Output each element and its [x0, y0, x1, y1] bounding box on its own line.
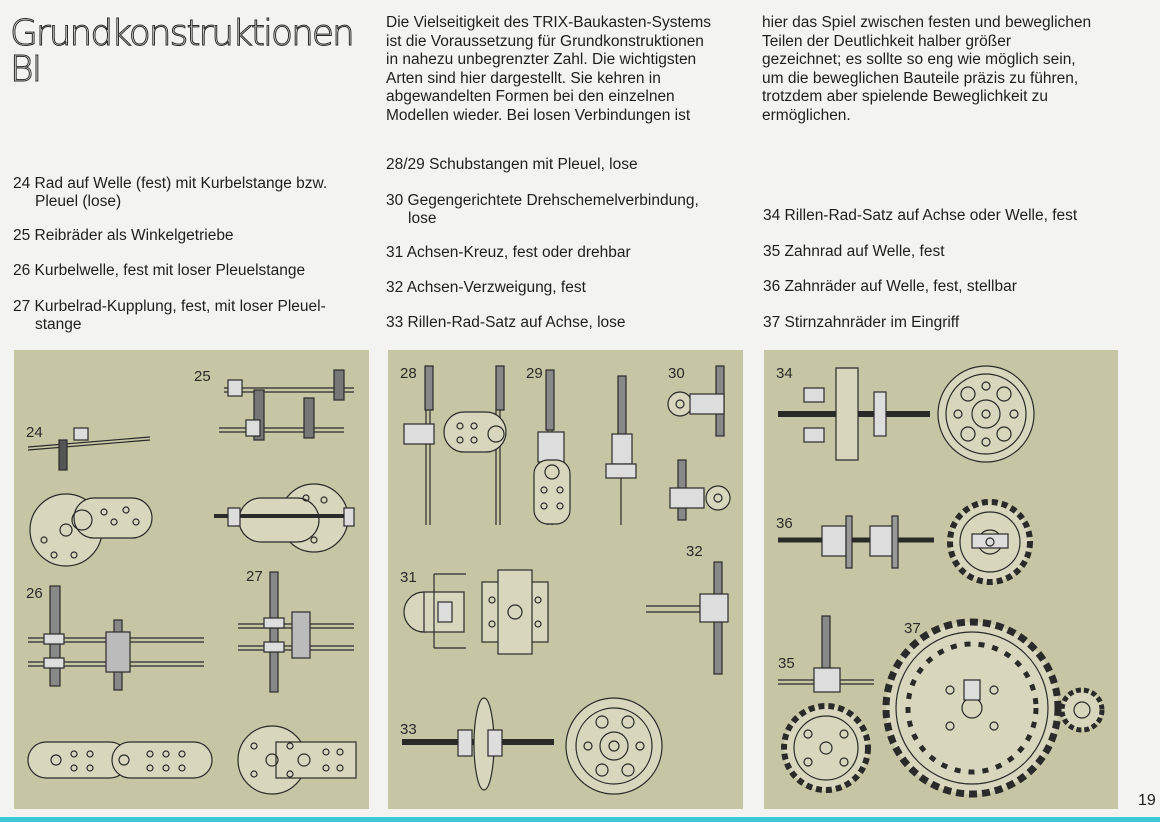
figure-35-gear-on-shaft [778, 616, 874, 790]
figure-panel-3 [764, 350, 1118, 809]
intro-line: Teilen der Deutlichkeit halber größer [762, 32, 1011, 50]
figure-31-axle-cross [404, 570, 548, 654]
figure-34-pulley-set [778, 366, 1034, 462]
figure-25-friction-wheels [214, 484, 354, 552]
figure-label-25: 25 [194, 368, 211, 385]
figure-33-pulley [402, 698, 662, 794]
legend-item-34: 34 Rillen-Rad-Satz auf Achse oder Welle, fest [763, 207, 1078, 224]
figure-28-push-rods [404, 366, 506, 525]
panel-1-drawings [14, 350, 369, 809]
figure-27-coupling [238, 572, 354, 692]
figure-label-36: 36 [776, 515, 793, 532]
intro-line: in nahezu unbegrenzter Zahl. Die wichtigsten [386, 51, 697, 68]
intro-text-column-2 [386, 14, 736, 125]
intro-line: hier das Spiel zwischen festen und beweglichen [762, 14, 1092, 31]
intro-text-column-3 [762, 14, 1122, 125]
intro-line: um die beweglichen Bauteile präzis zu führen, [762, 69, 1079, 87]
legend-item-25: 25 Reibräder als Winkelgetriebe [13, 227, 234, 244]
figure-label-35: 35 [778, 655, 795, 672]
figure-26-crankshaft [28, 586, 204, 690]
figure-30-swivel [668, 366, 730, 520]
figure-label-32: 32 [686, 543, 703, 560]
legend-item-24: 24 Rad auf Welle (fest) mit Kurbelstange bzw. Pleuel (lose) [13, 175, 328, 210]
legend-item-31: 31 Achsen-Kreuz, fest oder drehbar [386, 244, 631, 261]
figure-panel-2 [388, 350, 743, 809]
legend-item-26: 26 Kurbelwelle, fest mit loser Pleuelstange [13, 262, 306, 279]
title-main: Grundkonstruktionen [10, 13, 353, 54]
figure-panel-1 [14, 350, 369, 809]
intro-line: abgewandelten Formen bei den einzelnen [386, 88, 675, 105]
intro-line: trotzdem aber spielende Beweglichkeit zu [762, 88, 1049, 105]
panel-2-drawings [388, 350, 743, 809]
bottom-accent-band [0, 817, 1160, 822]
intro-line: gezeichnet; es sollte so eng wie möglich sein, [762, 51, 1076, 68]
legend-item-35: 35 Zahnrad auf Welle, fest [763, 243, 945, 260]
figure-24-wheel [30, 494, 152, 566]
legend-item-28-29: 28/29 Schubstangen mit Pleuel, lose [386, 156, 638, 173]
legend-item-27: 27 Kurbelrad-Kupplung, fest, mit loser Pleuel- stange [13, 298, 326, 333]
intro-line: ist die Voraussetzung für Grundkonstruktionen [386, 32, 704, 50]
legend-item-37: 37 Stirnzahnräder im Eingriff [763, 314, 960, 331]
figure-29-connecting-rod [534, 370, 636, 525]
figure-27-plates [238, 726, 356, 794]
figure-36-gears-on-shaft [778, 502, 1030, 582]
legend-item-33: 33 Rillen-Rad-Satz auf Achse, lose [386, 314, 626, 331]
legend-item-32: 32 Achsen-Verzweigung, fest [386, 279, 586, 296]
panel-3-drawings [764, 350, 1118, 809]
figure-label-30: 30 [668, 365, 685, 382]
figure-24-shaft [28, 428, 150, 470]
figure-label-33: 33 [400, 721, 417, 738]
figure-label-26: 26 [26, 585, 43, 602]
figure-label-34: 34 [776, 365, 793, 382]
intro-line: ermöglichen. [762, 106, 851, 124]
figure-32-branch [646, 562, 728, 674]
figure-label-27: 27 [246, 568, 263, 585]
figure-label-24: 24 [26, 424, 43, 441]
figure-label-28: 28 [400, 365, 417, 382]
figure-37-spur-gears [886, 622, 1102, 794]
figure-label-31: 31 [400, 569, 417, 586]
page-number: 19 [1138, 792, 1156, 809]
legend-item-30: 30 Gegengerichtete Drehschemelverbindung, lose [386, 192, 699, 227]
intro-line: Arten sind hier dargestellt. Sie kehren in [386, 69, 661, 87]
intro-line: Modellen wieder. Bei losen Verbindungen ist [386, 106, 691, 124]
figure-25-assembly [219, 370, 354, 440]
intro-line: Die Vielseitigkeit des TRIX-Baukasten-Systems [386, 14, 712, 31]
page-title [10, 13, 353, 90]
figure-26-plates [28, 742, 212, 778]
legend-item-36: 36 Zahnräder auf Welle, fest, stellbar [763, 278, 1017, 295]
title-sub: BI [10, 49, 41, 90]
figure-label-37: 37 [904, 620, 921, 637]
figure-label-29: 29 [526, 365, 543, 382]
